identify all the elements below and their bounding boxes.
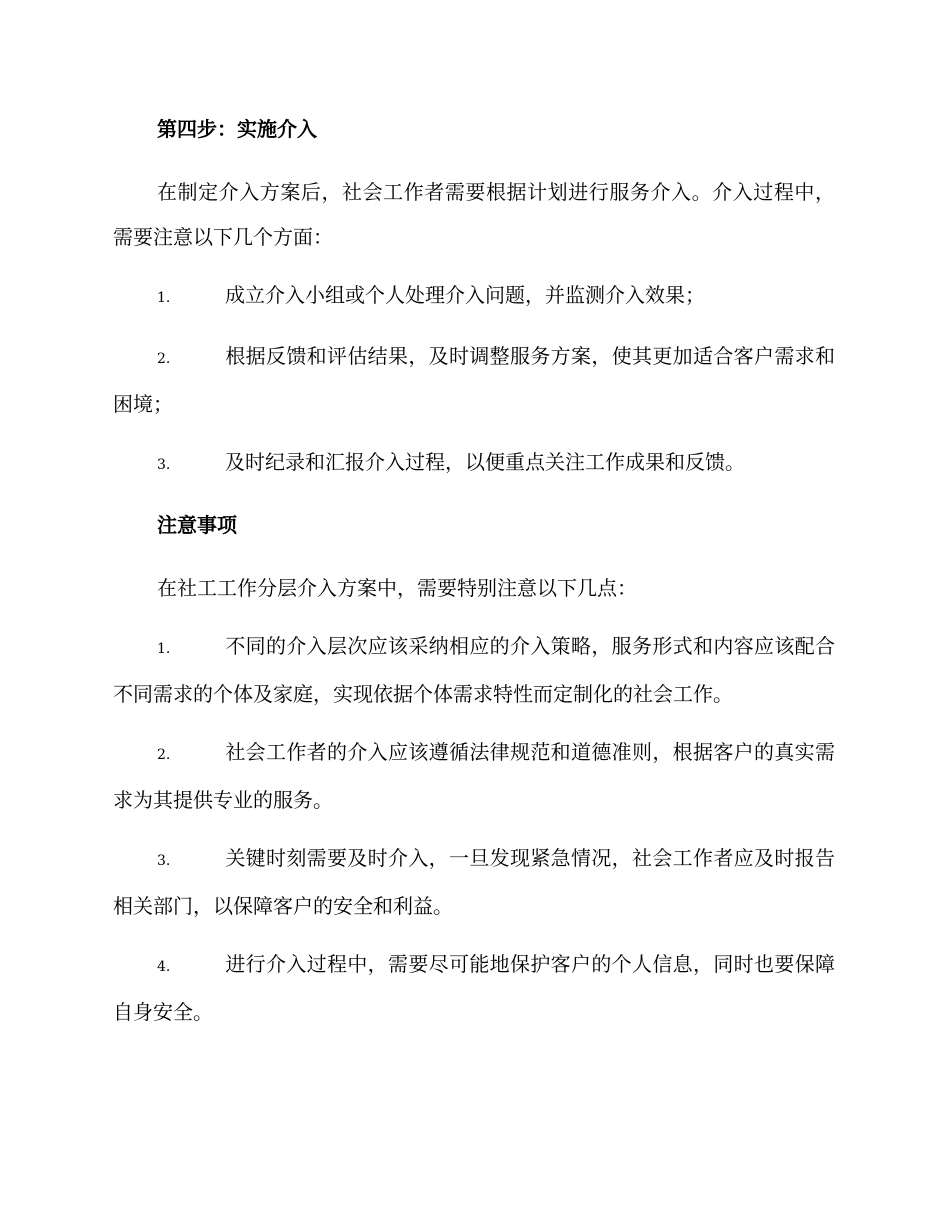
list-number: 1.: [157, 641, 171, 657]
list-text: 社会工作者的介入应该遵循法律规范和道德准则，根据客户的真实需求为其提供专业的服务。: [113, 740, 835, 812]
list-number: 4.: [157, 959, 171, 975]
list-item: [113, 273, 835, 321]
list-item: [113, 730, 835, 823]
list-text: 及时纪录和汇报介入过程，以便重点关注工作成果和反馈。: [225, 450, 745, 474]
section-heading-notes: 注意事项: [157, 513, 237, 537]
list-number: 3.: [157, 457, 171, 473]
list-number: 2.: [157, 747, 171, 763]
list-number: 3.: [157, 853, 171, 869]
list-text: 成立介入小组或个人处理介入问题，并监测介入效果；: [225, 283, 705, 307]
list-text: 不同的介入层次应该采纳相应的介入策略，服务形式和内容应该配合不同需求的个体及家庭，实现依据个体需求特性而定制化的社会工作。: [113, 634, 835, 706]
list-item: [113, 942, 835, 1035]
section-heading-implementation: 第四步：实施介入: [157, 117, 317, 141]
list-number: 1.: [157, 290, 171, 306]
list-item: [113, 836, 835, 929]
list-text: 进行介入过程中，需要尽可能地保护客户的个人信息，同时也要保障自身安全。: [113, 952, 835, 1024]
list-text: 根据反馈和评估结果，及时调整服务方案，使其更加适合客户需求和困境；: [113, 344, 835, 416]
section-intro-notes: 在社工工作分层介入方案中，需要特别注意以下几点：: [157, 576, 637, 600]
list-item: [113, 624, 835, 717]
list-item: [113, 440, 835, 488]
list-item: [113, 334, 835, 427]
document-body: [113, 112, 835, 1048]
section-intro-implementation: 在制定介入方案后，社会工作者需要根据计划进行服务介入。介入过程中，需要注意以下几个方面：: [113, 180, 835, 249]
list-number: 2.: [157, 351, 171, 367]
list-text: 关键时刻需要及时介入，一旦发现紧急情况，社会工作者应及时报告相关部门，以保障客户的安全和利益。: [113, 846, 835, 918]
